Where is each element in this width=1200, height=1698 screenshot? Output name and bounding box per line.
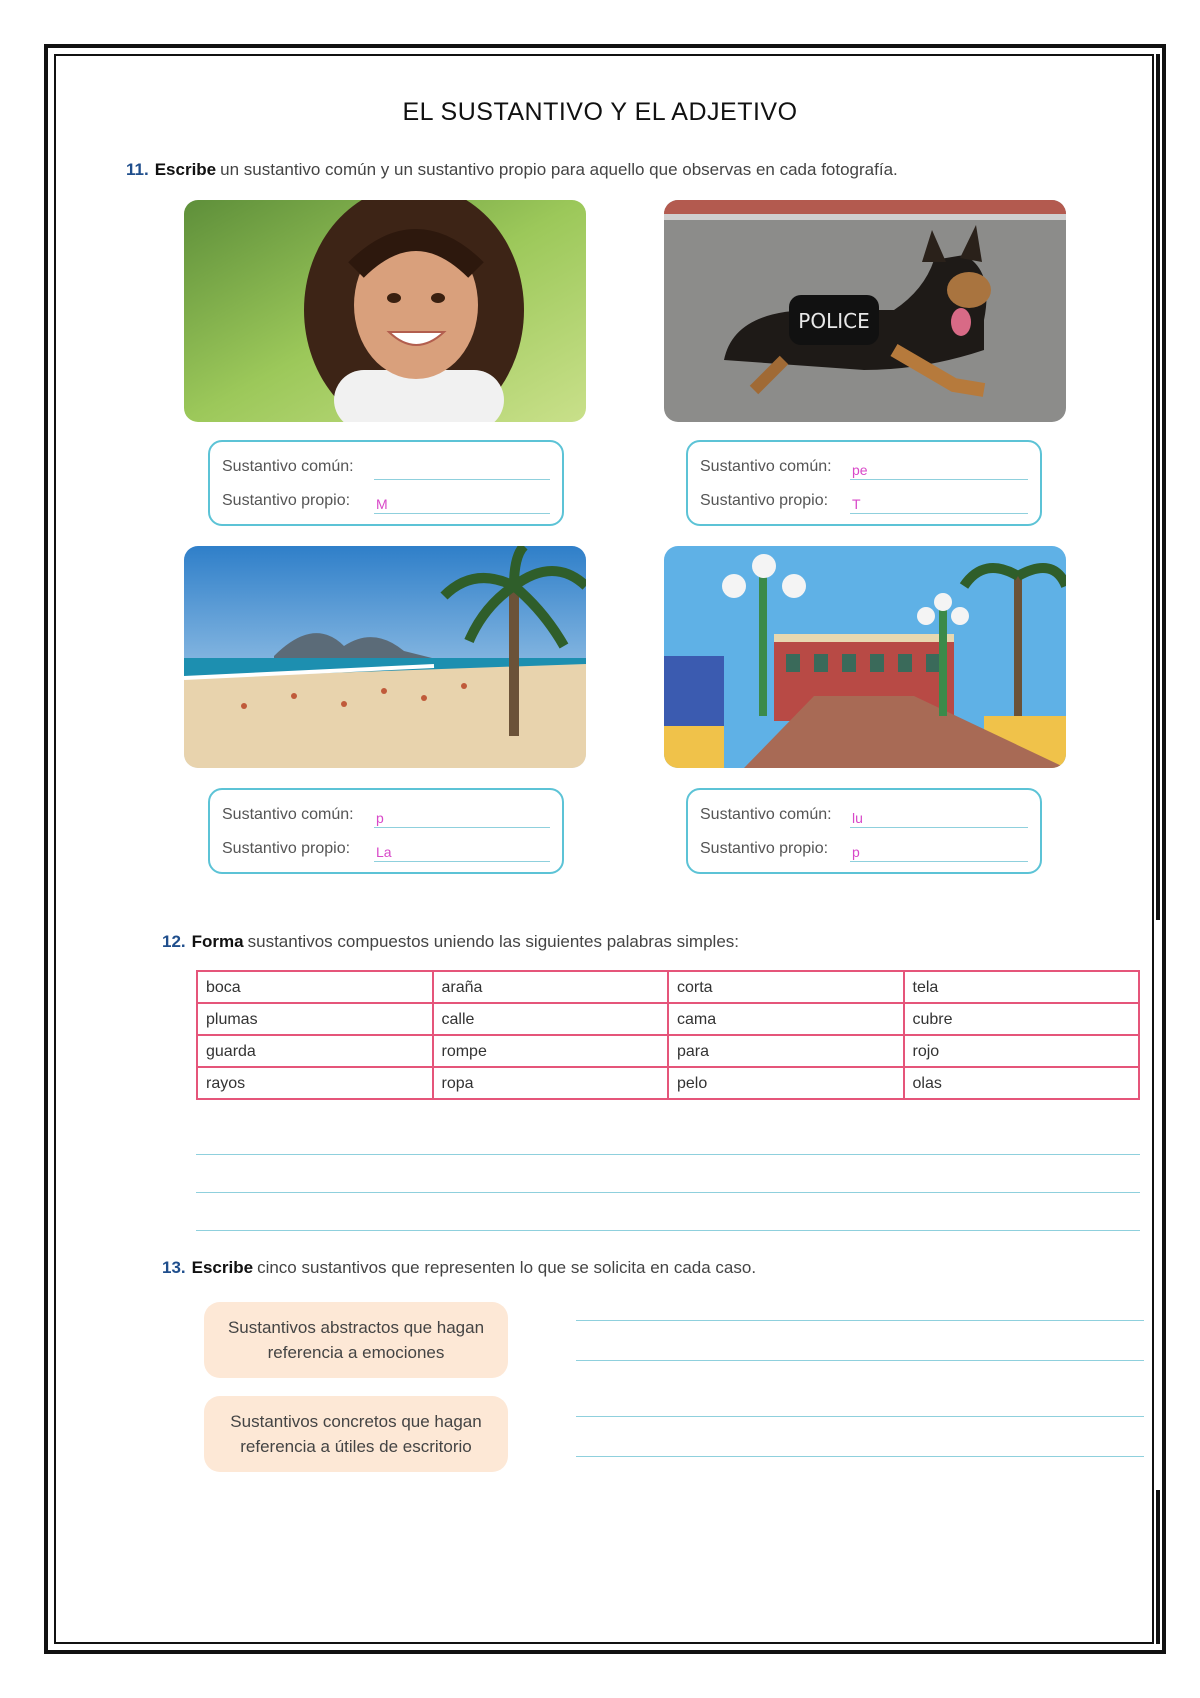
proper-noun-answer: T [852,496,861,512]
svg-text:POLICE: POLICE [798,309,870,333]
exercise-11-instruction [126,160,898,180]
exercise-number: 11. [126,160,149,179]
table-cell: para [668,1035,904,1067]
proper-noun-field[interactable] [374,861,550,862]
common-noun-field[interactable] [850,479,1028,480]
noun-box-dog [686,440,1042,526]
writing-line[interactable] [196,1230,1140,1231]
word-table [196,970,1140,1100]
table-cell: cama [668,1003,904,1035]
exercise-text: sustantivos compuestos uniendo las siguientes palabras simples: [247,932,739,951]
proper-noun-label: Sustantivo propio: [222,840,351,857]
photo-police-dog [664,200,1066,422]
common-noun-field[interactable] [374,827,550,828]
table-cell: calle [433,1003,669,1035]
proper-noun-label: Sustantivo propio: [222,492,351,509]
writing-line[interactable] [576,1416,1144,1417]
exercise-verb: Escribe [154,160,217,179]
writing-line[interactable] [196,1192,1140,1193]
common-noun-label: Sustantivo común: [700,458,832,475]
frame-bar-right-top [1156,54,1160,920]
table-cell: tela [904,971,1140,1003]
noun-box-beach [208,788,564,874]
exercise-number: 12. [162,932,186,951]
exercise-number: 13. [162,1258,186,1277]
prompt-line: referencia a útiles de escritorio [240,1437,472,1456]
writing-line[interactable] [196,1154,1140,1155]
exercise-text: un sustantivo común y un sustantivo propio para aquello que observas en cada fotografía. [220,160,898,179]
prompt-line: Sustantivos concretos que hagan [230,1412,482,1431]
exercise-13-instruction [162,1258,756,1278]
common-noun-field[interactable] [374,479,550,480]
table-row [197,1003,1139,1035]
prompt-concrete-nouns [204,1396,508,1472]
exercise-verb: Forma [191,932,244,951]
exercise-text: cinco sustantivos que representen lo que se solicita en cada caso. [257,1258,757,1277]
proper-noun-field[interactable] [374,513,550,514]
proper-noun-answer: La [376,844,392,860]
common-noun-label: Sustantivo común: [700,806,832,823]
prompt-abstract-nouns [204,1302,508,1378]
table-cell: rojo [904,1035,1140,1067]
table-cell: araña [433,971,669,1003]
common-noun-label: Sustantivo común: [222,458,354,475]
proper-noun-label: Sustantivo propio: [700,840,829,857]
table-cell: cubre [904,1003,1140,1035]
common-noun-label: Sustantivo común: [222,806,354,823]
page-title: EL SUSTANTIVO Y EL ADJETIVO [402,98,798,126]
proper-noun-label: Sustantivo propio: [700,492,829,509]
writing-line[interactable] [576,1456,1144,1457]
common-noun-answer: lu [852,810,863,826]
proper-noun-answer: p [852,844,860,860]
table-cell: rayos [197,1067,433,1099]
photo-beach [184,546,586,768]
common-noun-answer: pe [852,462,868,478]
photo-girl [184,200,586,422]
table-cell: guarda [197,1035,433,1067]
photo-bridge [664,546,1066,768]
common-noun-field[interactable] [850,827,1028,828]
writing-line[interactable] [576,1360,1144,1361]
common-noun-answer: p [376,810,384,826]
table-cell: olas [904,1067,1140,1099]
proper-noun-field[interactable] [850,861,1028,862]
table-cell: pelo [668,1067,904,1099]
prompt-line: referencia a emociones [267,1343,445,1362]
table-cell: boca [197,971,433,1003]
exercise-verb: Escribe [191,1258,254,1277]
frame-bar-right-bottom [1156,1490,1160,1644]
table-row [197,1067,1139,1099]
prompt-line: Sustantivos abstractos que hagan [227,1318,485,1337]
table-cell: rompe [433,1035,669,1067]
table-row [197,971,1139,1003]
noun-box-bridge [686,788,1042,874]
proper-noun-answer: M [376,496,388,512]
exercise-12-instruction [162,932,739,952]
writing-line[interactable] [576,1320,1144,1321]
proper-noun-field[interactable] [850,513,1028,514]
table-row [197,1035,1139,1067]
table-cell: corta [668,971,904,1003]
noun-box-girl [208,440,564,526]
table-cell: ropa [433,1067,669,1099]
table-cell: plumas [197,1003,433,1035]
